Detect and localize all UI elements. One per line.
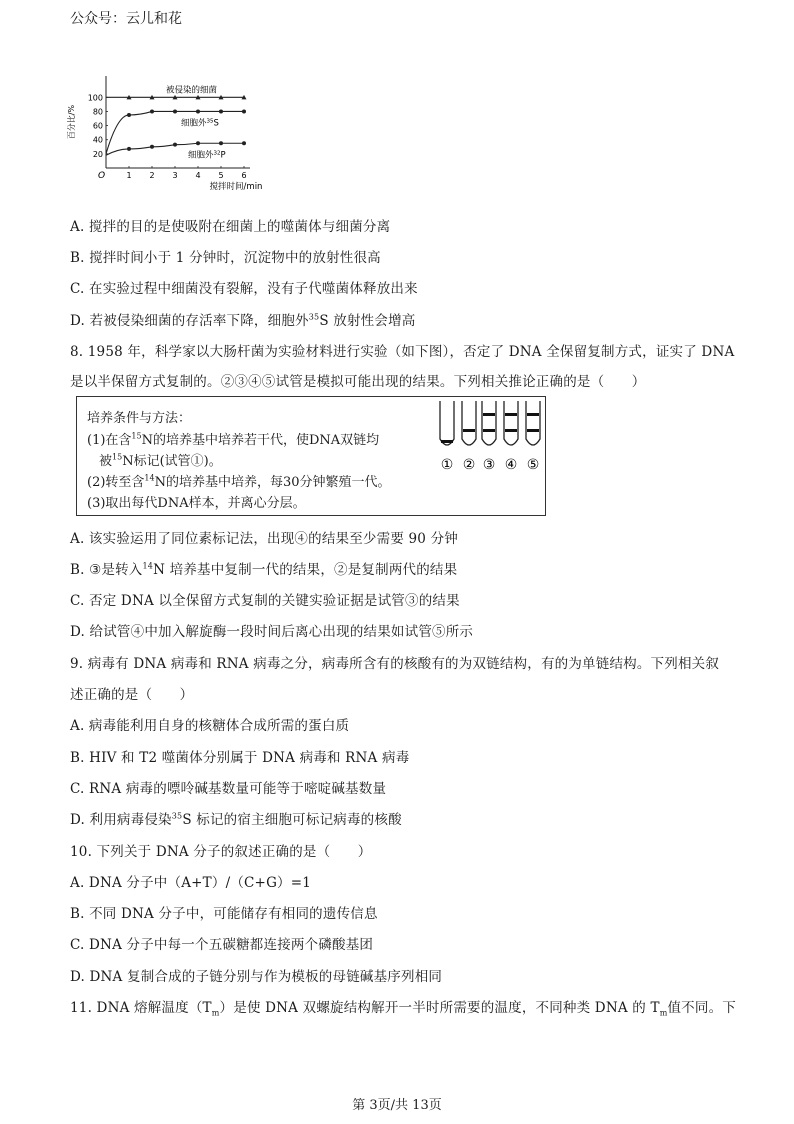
series-label-1: 被侵染的细菌 bbox=[166, 85, 218, 96]
data-point bbox=[150, 109, 154, 113]
q8-method-box bbox=[76, 396, 546, 516]
band-tube3-middle bbox=[483, 429, 495, 432]
origin-label: O bbox=[98, 171, 106, 181]
q11-stem: 11. DNA 熔解温度$(T_m)$是使 DNA 双螺旋结构解开一半时所需要的温度，不同种类 DNA 的 $T_m$值不同。下 bbox=[70, 1000, 736, 1018]
box-step1-cont: 被$^{15}$N标记(试管①)。 bbox=[99, 452, 222, 469]
x-tick-label: 3 bbox=[172, 171, 178, 180]
q8-stem-line2: 是以半保留方式复制的。②③④⑤试管是模拟可能出现的结果。下列相关推论正确的是（ ） bbox=[70, 374, 646, 390]
data-point bbox=[173, 109, 177, 113]
test-tube-1 bbox=[440, 401, 454, 445]
data-point bbox=[219, 109, 223, 113]
q8-option-c: C. 否定 DNA 以全保留方式复制的关键实验证据是试管③的结果 bbox=[70, 593, 460, 609]
band-tube4-light bbox=[505, 413, 517, 416]
y-tick-label: 40 bbox=[92, 135, 103, 145]
test-tube-4 bbox=[504, 401, 518, 445]
test-tubes-figure bbox=[437, 399, 547, 479]
q9-stem-line1: 9. 病毒有 DNA 病毒和 RNA 病毒之分，病毒所含有的核酸有的为双链结构，有的为单链结构。下列相关叙 bbox=[70, 656, 720, 672]
tube-label-1: ① bbox=[440, 457, 454, 473]
x-axis-label: 搅拌时间/min bbox=[209, 182, 263, 192]
header-account: 公众号：云儿和花 bbox=[70, 11, 182, 27]
data-point bbox=[127, 113, 131, 117]
q7-option-a: A. 搅拌的目的是使吸附在细菌上的噬菌体与细菌分离 bbox=[70, 219, 391, 235]
x-tick-label: 1 bbox=[126, 171, 132, 180]
x-tick-label: 4 bbox=[195, 171, 201, 180]
q10-option-d: D. DNA 复制合成的子链分别与作为模板的母链碱基序列相同 bbox=[70, 969, 443, 985]
band-tube5-middle bbox=[527, 429, 539, 432]
band-tube4-middle bbox=[505, 429, 517, 432]
series-line-2 bbox=[106, 111, 244, 153]
q10-option-b: B. 不同 DNA 分子中，可能储存有相同的遗传信息 bbox=[70, 906, 378, 922]
test-tube-2 bbox=[462, 401, 476, 445]
q10-stem: 10. 下列关于 DNA 分子的叙述正确的是（ ） bbox=[70, 844, 372, 860]
y-tick-label: 80 bbox=[92, 107, 103, 117]
q8-option-a: A. 该实验运用了同位素标记法，出现④的结果至少需要 90 分钟 bbox=[70, 531, 458, 547]
band-tube5-light bbox=[527, 413, 539, 416]
band-tube3-light bbox=[483, 413, 495, 416]
band-tube1-heavy bbox=[441, 440, 453, 443]
box-step2: (2)转至含$^{14}$N的培养基中培养，每30分钟繁殖一代。 bbox=[87, 473, 391, 490]
box-step1: (1)在含$^{15}$N的培养基中培养若干代，使DNA双链均 bbox=[87, 431, 380, 448]
series-label-3: 细胞外$^{32}$P bbox=[188, 150, 226, 161]
band-tube2-middle bbox=[463, 429, 475, 432]
tube-label-3: ③ bbox=[482, 457, 496, 473]
tube-label-2: ② bbox=[462, 457, 476, 473]
q8-option-d: D. 给试管④中加入解旋酶一段时间后离心出现的结果如试管⑤所示 bbox=[70, 624, 474, 640]
data-point bbox=[242, 141, 246, 145]
q9-option-d: D. 利用病毒侵染$^{35}$S 标记的宿主细胞可标记病毒的核酸 bbox=[70, 811, 402, 828]
q10-option-c: C. DNA 分子中每一个五碳糖都连接两个磷酸基团 bbox=[70, 937, 374, 953]
x-tick-label: 5 bbox=[218, 171, 224, 180]
y-axis-label: 百分比/% bbox=[67, 104, 76, 140]
q8-option-b: B. ③是转入$^{14}$N 培养基中复制一代的结果，②是复制两代的结果 bbox=[70, 561, 458, 578]
tube-label-4: ④ bbox=[504, 457, 518, 473]
q9-option-a: A. 病毒能利用自身的核糖体合成所需的蛋白质 bbox=[70, 718, 350, 734]
q7-option-b: B. 搅拌时间小于 1 分钟时，沉淀物中的放射性很高 bbox=[70, 250, 381, 266]
x-tick-label: 6 bbox=[241, 171, 247, 180]
y-tick-label: 100 bbox=[87, 93, 103, 103]
test-tube-3 bbox=[482, 401, 496, 445]
data-point bbox=[173, 143, 177, 147]
data-point bbox=[127, 147, 131, 151]
q10-option-a: A. DNA 分子中（A+T）/（C+G）=1 bbox=[70, 875, 312, 891]
data-point bbox=[150, 145, 154, 149]
q7-option-d: D. 若被侵染细菌的存活率下降，细胞外$^{35}$S 放射性会增高 bbox=[70, 312, 416, 329]
q9-stem-line2: 述正确的是（ ） bbox=[70, 687, 194, 703]
q9-option-b: B. HIV 和 T2 噬菌体分别属于 DNA 病毒和 RNA 病毒 bbox=[70, 750, 410, 766]
series-label-2: 细胞外$^{35}$S bbox=[181, 118, 219, 129]
x-tick-label: 2 bbox=[149, 171, 155, 180]
q8-stem-line1: 8. 1958 年，科学家以大肠杆菌为实验材料进行实验（如下图），否定了 DNA 全保留复制方式，证实了 DNA bbox=[70, 344, 735, 360]
stirring-time-chart bbox=[64, 70, 264, 195]
test-tube-5 bbox=[526, 401, 540, 445]
data-point bbox=[196, 141, 200, 145]
y-tick-label: 60 bbox=[92, 121, 103, 131]
box-title: 培养条件与方法： bbox=[87, 411, 192, 426]
data-point bbox=[219, 141, 223, 145]
page-footer: 第 3页/共 13页 bbox=[352, 1098, 442, 1113]
q9-option-c: C. RNA 病毒的嘌呤碱基数量可能等于嘧啶碱基数量 bbox=[70, 781, 387, 797]
box-step3: (3)取出每代DNA样本，并离心分层。 bbox=[87, 496, 306, 511]
tube-label-5: ⑤ bbox=[526, 457, 540, 473]
data-point bbox=[196, 109, 200, 113]
q7-option-c: C. 在实验过程中细菌没有裂解，没有子代噬菌体释放出来 bbox=[70, 281, 418, 297]
data-point bbox=[242, 109, 246, 113]
y-tick-label: 20 bbox=[92, 149, 103, 159]
